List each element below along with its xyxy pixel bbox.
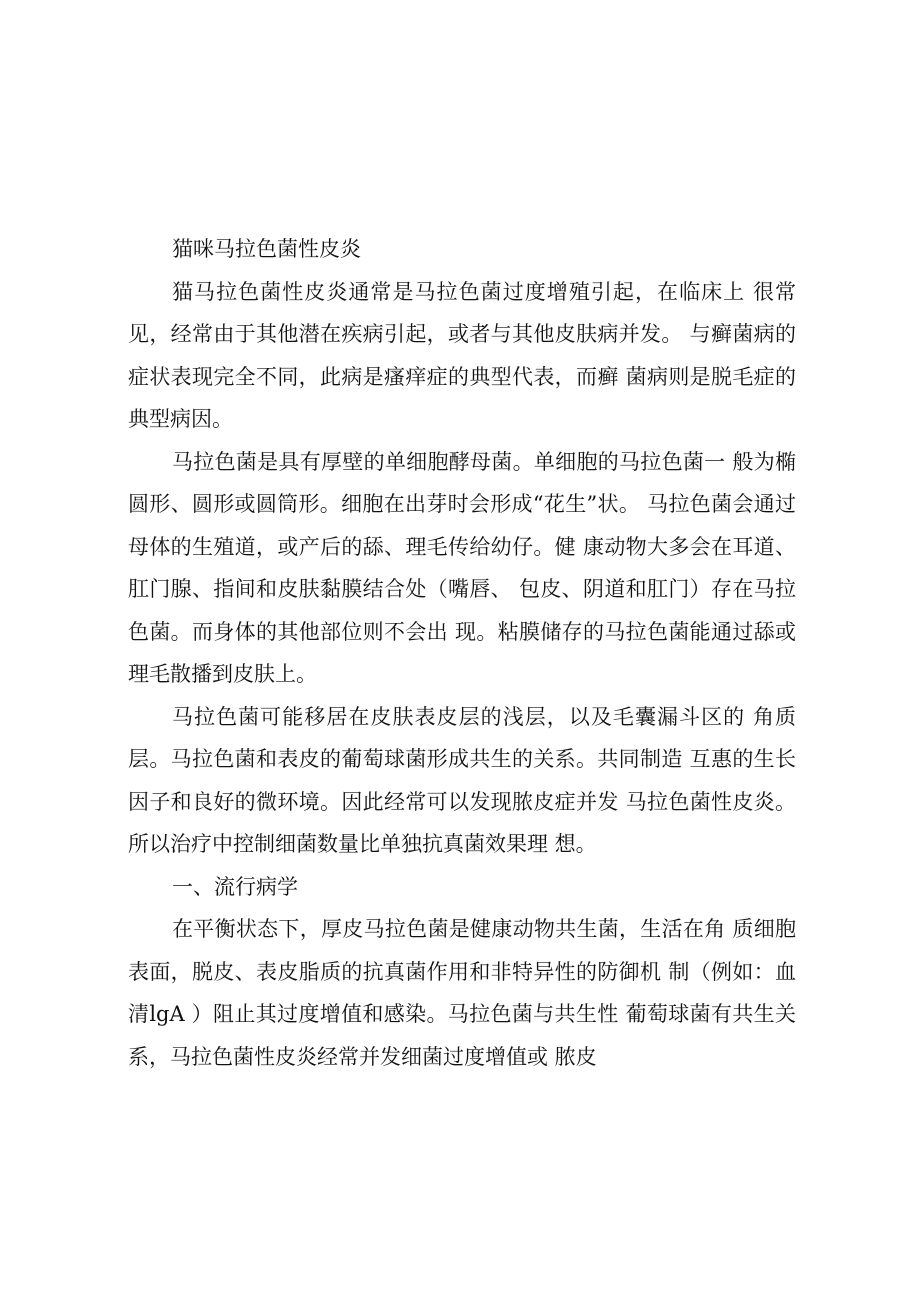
paragraph-3: 马拉色菌可能移居在皮肤表皮层的浅层，以及毛囊漏斗区的 角质层。马拉色菌和表皮的葡萄球菌形成共生的关系。共同制造 互惠的生长因子和良好的微环境。因此经常可以发现脓皮症并发 马拉色菌性皮炎。所以治疗中控制细菌数量比单独抗真菌效果理 想。 bbox=[128, 704, 796, 856]
paragraph-4: 在平衡状态下，厚皮马拉色菌是健康动物共生菌，生活在角 质细胞表面，脱皮、表皮脂质的抗真菌作用和非特异性的防御机 制（例如：血清lgA ）阻止其过度增值和感染。马拉色菌与共生性 葡萄球菌有共生关系，马拉色菌性皮炎经常并发细菌过度增值或 脓皮 bbox=[128, 917, 796, 1069]
paragraph-2: 马拉色菌是具有厚壁的单细胞酵母菌。单细胞的马拉色菌一 般为椭圆形、圆形或圆筒形。细胞在出芽时会形成“花生”状。 马拉色菌会通过母体的生殖道，或产后的舔、理毛传给幼仔。健 康动物大多会在耳道、肛门腺、指间和皮肤黏膜结合处（嘴唇、 包皮、阴道和肛门）存在马拉色菌。而身体的其他部位则不会出 现。粘膜储存的马拉色菌能通过舔或理毛散播到皮肤上。 bbox=[128, 449, 796, 686]
paragraph-1: 猫马拉色菌性皮炎通常是马拉色菌过度增殖引起，在临床上 很常见，经常由于其他潜在疾病引起，或者与其他皮肤病并发。 与癣菌病的症状表现完全不同，此病是瘙痒症的典型代表，而癣 菌病则是脱毛症的典型病因。 bbox=[128, 279, 796, 431]
section-heading-epidemiology: 一、流行病学 bbox=[172, 874, 298, 899]
document-title: 猫咪马拉色菌性皮炎 bbox=[172, 237, 361, 261]
document-body bbox=[128, 228, 796, 1078]
